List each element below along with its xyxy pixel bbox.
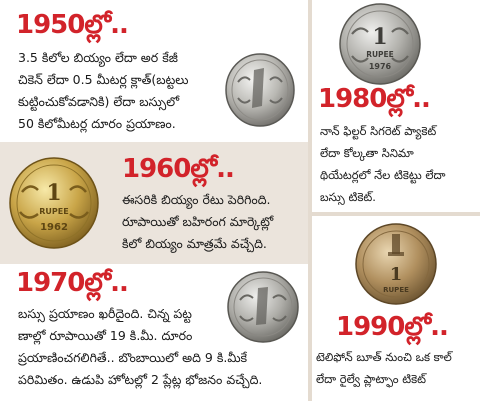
text-line: కుట్టించుకోవడానికి) లేదా బస్సులో	[18, 94, 180, 109]
coin-year: 1962	[40, 222, 68, 233]
decade-heading-1990: 1990ల్లో..	[336, 312, 448, 342]
text-line: చికెన్ లేదా 0.5 మీటర్ల క్లాత్(బట్టలు	[18, 72, 189, 87]
bronze-emblem-coin-icon	[354, 222, 438, 306]
text-line: ఈసరికి బియ్యం రేటు పెరిగింది.	[122, 192, 271, 207]
coin-label: RUPEE	[39, 207, 69, 216]
text-line: కిలో బియ్యం మాత్రమే వచ్చేది.	[122, 236, 267, 251]
text-line: లేదా కోల్కతా సినిమా	[320, 146, 414, 160]
column-divider	[308, 0, 312, 401]
silver-rupee-coin-icon	[226, 270, 300, 344]
text-line: లేదా రైల్వే ప్లాట్ఫాం టికెట్	[316, 372, 426, 386]
text-line: ణాల్లో రూపాయితో 19 కి.మీ. దూరం	[18, 328, 193, 343]
gold-rupee-coin-icon	[8, 156, 100, 250]
row-divider	[310, 212, 480, 216]
coin-denomination: 1	[372, 24, 388, 50]
text-line: రూపాయితో బహిరంగ మార్కెట్లో	[122, 214, 274, 229]
text-line: ప్రయాణించగలిగితే.. బొంబాయిలో అది 9 కి.మీకే	[18, 350, 248, 365]
decade-heading-1980: 1980ల్లో..	[318, 84, 430, 114]
text-line: బస్సు టికెట్.	[320, 190, 376, 204]
silver-rupee-coin-icon	[338, 2, 422, 86]
text-line: బస్సు ప్రయాణం ఖరీదైంది. చిన్న పట్ట	[18, 306, 192, 321]
decade-heading-1950: 1950ల్లో..	[16, 10, 128, 40]
decade-heading-1970: 1970ల్లో..	[16, 268, 128, 298]
coin-label: RUPEE	[366, 50, 394, 59]
text-line: టెలిఫోన్ బూత్ నుంచి ఒక కాల్	[316, 350, 452, 364]
coin-year: 1976	[368, 62, 392, 71]
text-line: 3.5 కిలోల బియ్యం లేదా అర కేజీ	[18, 50, 178, 65]
coin-label: RUPEE	[383, 286, 409, 294]
text-line: 50 కిలోమీటర్ల దూరం ప్రయాణం.	[18, 116, 176, 131]
decade-heading-1960: 1960ల్లో..	[122, 154, 234, 184]
text-line: థియేటర్లలో నేల టికెట్టు లేదా	[320, 168, 446, 182]
text-line: నాన్ ఫిల్టర్ సిగరెట్ ప్యాకెట్	[320, 124, 437, 138]
coin-denomination: 1	[46, 180, 62, 206]
silver-rupee-coin-icon	[224, 52, 296, 128]
text-line: పరిమితం. ఉడుపి హోటల్లో 2 ప్లేట్ల భోజనం వచ్చేది.	[18, 372, 263, 387]
coin-denomination: 1	[389, 264, 403, 285]
